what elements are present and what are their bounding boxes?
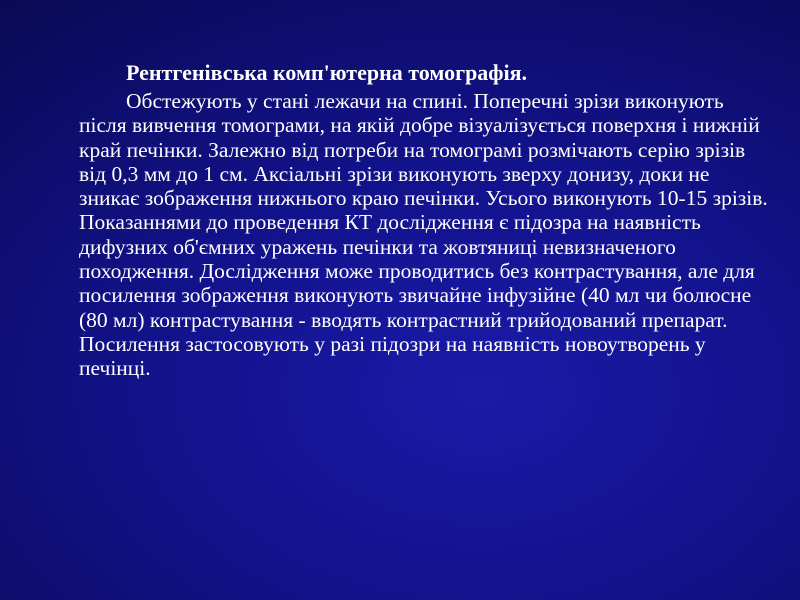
slide-paragraph: Обстежують у стані лежачи на спині. Поперечні зрізи виконують після вивчення томограми, на якій добре візуалізується поверхня і нижній край печінки. Залежно від потреби на томограмі розмічають серію зрізів від 0,3 мм до 1 см. Аксіальні зрізи виконують зверху донизу, доки не зникає зображення нижнього краю печінки. Усього виконують 10-15 зрізів. Показаннями до проведення КТ дослідження є підозра на наявність дифузних об'ємних уражень печінки та жовтяниці невизначеного походження. Дослідження може проводитись без контрастування, але для посилення зображення виконують звичайне інфузійне (40 мл чи болюсне (80 мл) контрастування - вводять контрастний трийодований препарат. Посилення застосовують у разі підозри на наявність новоутворень у печінці.	[79, 89, 768, 381]
slide-heading: Рентгенівська комп'ютерна томографія.	[126, 60, 528, 85]
slide-content	[79, 58, 769, 381]
